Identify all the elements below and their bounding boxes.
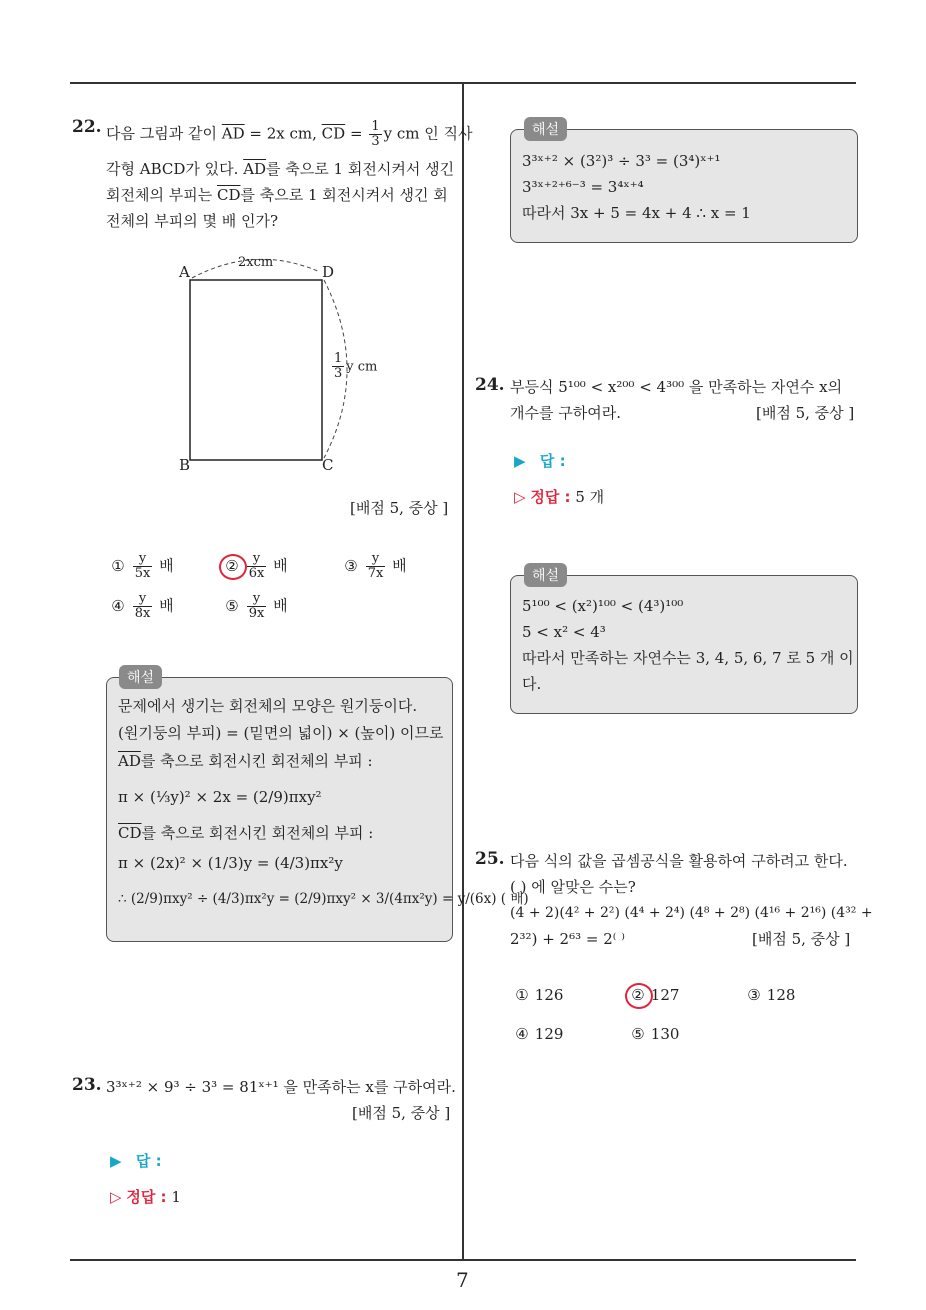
rectangle-abcd: [190, 280, 322, 460]
q25-choice-2[interactable]: ② 127: [631, 986, 680, 1004]
q25-line2: ( ) 에 알맞은 수는?: [510, 878, 636, 896]
q22-sol6: π × (2x)² × (1/3)y = (4/3)πx²y: [118, 854, 343, 872]
q23-number: 23.: [72, 1075, 102, 1095]
q22-choice-2[interactable]: ② $\frac{y}{6x}$ 배: [225, 551, 288, 581]
q22-frac: $\frac{1}{3}$: [371, 119, 380, 149]
q24-line1: 부등식 5¹⁰⁰ < x²⁰⁰ < 4³⁰⁰ 을 만족하는 자연수 x의: [510, 378, 843, 396]
q24-solution-tag: 해설: [524, 563, 567, 587]
q23-sol3: 따라서 3x + 5 = 4x + 4 ∴ x = 1: [522, 204, 751, 222]
q23-score: [배점 5, 중상 ]: [352, 1104, 451, 1122]
q23-sol1: 3³ˣ⁺² × (3²)³ ÷ 3³ = (3⁴)ˣ⁺¹: [522, 152, 721, 170]
q24-correct: ▷ 정답 : 5 개: [514, 488, 605, 506]
label-c: C: [322, 456, 334, 474]
play-icon: ▶: [514, 452, 526, 470]
q24-score: [배점 5, 중상 ]: [756, 404, 855, 422]
q25-score: [배점 5, 중상 ]: [752, 930, 851, 948]
q25-choice-4[interactable]: ④ 129: [515, 1025, 564, 1043]
q25-line4: 2³²) + 2⁶³ = 2⁽ ⁾: [510, 930, 625, 948]
q24-line2: 개수를 구하여라.: [510, 404, 621, 422]
q24-sol2: 5 < x² < 4³: [522, 623, 606, 641]
q22-sol1: 문제에서 생기는 회전체의 모양은 원기둥이다.: [118, 697, 418, 715]
q24-number: 24.: [475, 375, 505, 395]
label-side-length: $\frac{1}{3}$ y cm: [334, 351, 378, 381]
column-divider: [462, 82, 464, 1260]
q22-number: 22.: [72, 117, 102, 137]
label-top-length: 2xcm: [238, 255, 274, 270]
q24-sol3: 따라서 만족하는 자연수는 3, 4, 5, 6, 7 로 5 개 이: [522, 649, 854, 667]
outline-play-icon: ▷: [514, 488, 526, 506]
q22-line2: 각형 ABCD가 있다. $\overline{AD}$를 축으로 1 회전시켜서 생긴: [106, 160, 455, 178]
q25-line1: 다음 식의 값을 곱셈공식을 활용하여 구하려고 한다.: [510, 852, 848, 870]
q23-solution-tag: 해설: [524, 117, 567, 141]
q22-line1: 다음 그림과 같이 $\overline{AD} = 2x$ cm, $\overline{CD}$ = $\frac{1}{3}$ y cm 인 직사: [106, 119, 473, 149]
q22-line3: 회전체의 부피는 $\overline{CD}$를 축으로 1 회전시켜서 생긴 회: [106, 186, 448, 204]
q22-score: [배점 5, 중상 ]: [350, 499, 449, 517]
answer-circle-mark: [219, 554, 247, 580]
q22-sol7: ∴ (2/9)πxy² ÷ (4/3)πx²y = (2/9)πxy² × 3/(4πx²y) = y/(6x) ( 배): [118, 891, 529, 907]
q24-answer[interactable]: ▶ 답 :: [514, 452, 566, 470]
q24-sol4: 다.: [522, 675, 542, 693]
q22-choice-3[interactable]: ③ $\frac{y}{7x}$ 배: [344, 551, 407, 581]
q22-sol5: $\overline{CD}$를 축으로 회전시킨 회전체의 부피 :: [118, 824, 374, 842]
outline-play-icon: ▷: [110, 1188, 122, 1206]
q25-choice-1[interactable]: ① 126: [515, 986, 564, 1004]
q25-line3: (4 + 2)(4² + 2²) (4⁴ + 2⁴) (4⁸ + 2⁸) (4¹⁶ + 2¹⁶) (4³² +: [510, 905, 873, 921]
q25-choice-5[interactable]: ⑤ 130: [631, 1025, 680, 1043]
q22-sol3: $\overline{AD}$를 축으로 회전시킨 회전체의 부피 :: [118, 752, 373, 770]
label-d: D: [322, 263, 335, 281]
answer-circle-mark: [625, 983, 653, 1009]
q22-choice-5[interactable]: ⑤ $\frac{y}{9x}$ 배: [225, 591, 288, 621]
q22-choice-1[interactable]: ① $\frac{y}{5x}$ 배: [111, 551, 174, 581]
q22-choice-4[interactable]: ④ $\frac{y}{8x}$ 배: [111, 591, 174, 621]
q25-choice-3[interactable]: ③ 128: [747, 986, 796, 1004]
page-number: 7: [456, 1268, 469, 1292]
q22-solution-tag: 해설: [119, 665, 162, 689]
q23-text: 3³ˣ⁺² × 9³ ÷ 3³ = 81ˣ⁺¹ 을 만족하는 x를 구하여라.: [106, 1078, 456, 1096]
bottom-rule: [70, 1259, 856, 1261]
q23-answer[interactable]: ▶ 답 :: [110, 1152, 162, 1170]
q23-sol2: 3³ˣ⁺²⁺⁶⁻³ = 3⁴ˣ⁺⁴: [522, 178, 644, 196]
q22-sol4: π × (⅓y)² × 2x = (2/9)πxy²: [118, 788, 322, 806]
q24-sol1: 5¹⁰⁰ < (x²)¹⁰⁰ < (4³)¹⁰⁰: [522, 597, 684, 615]
q22-line4: 전체의 부피의 몇 배 인가?: [106, 212, 279, 230]
play-icon: ▶: [110, 1152, 122, 1170]
q22-sol2: (원기둥의 부피) = (밑면의 넓이) × (높이) 이므로: [118, 724, 444, 742]
q25-number: 25.: [475, 849, 505, 869]
q23-correct: ▷ 정답 : 1: [110, 1188, 181, 1206]
label-b: B: [179, 456, 191, 474]
label-a: A: [179, 263, 190, 281]
